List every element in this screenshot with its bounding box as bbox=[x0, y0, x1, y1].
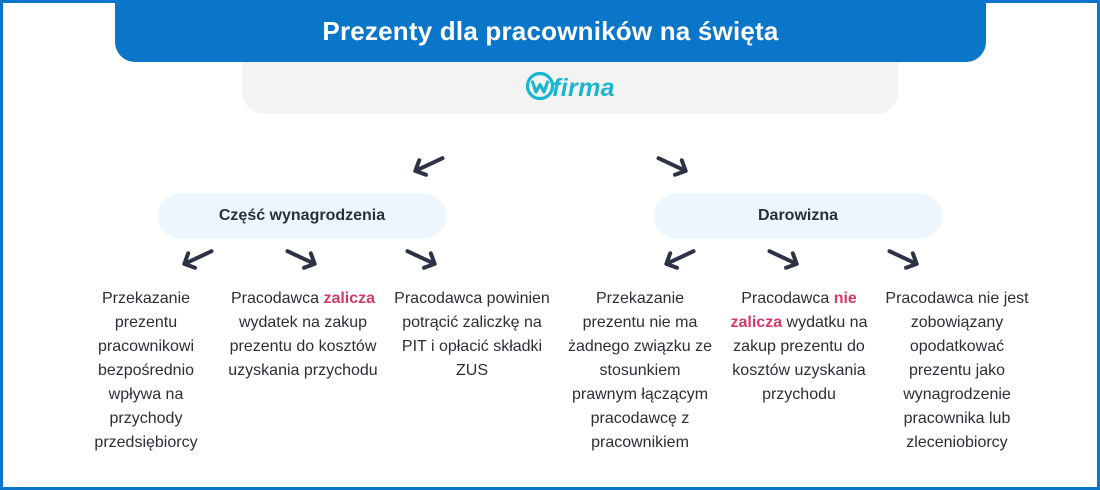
arrow-down-right-icon bbox=[400, 243, 444, 273]
wfirma-logo bbox=[525, 71, 615, 106]
arrow-down-right-icon bbox=[651, 150, 695, 180]
arrow-down-right-icon bbox=[762, 243, 806, 273]
wfirma-logo-icon bbox=[525, 71, 555, 106]
arrow-down-left-icon bbox=[175, 243, 219, 273]
leaf-text: Pracodawca zalicza wydatek na zakup prezentu do kosztów uzyskania przychodu bbox=[228, 290, 378, 379]
arrow-down-right-icon bbox=[280, 243, 324, 273]
branch-label: Część wynagrodzenia bbox=[218, 207, 386, 224]
leaf-text: Przekazanie prezentu pracownikowi bezpośrednio wpływa na przychody przedsiębiorcy bbox=[94, 290, 198, 451]
arrow-down-left-icon bbox=[657, 243, 701, 273]
highlight-nie-zalicza: nie zalicza bbox=[730, 290, 857, 331]
wfirma-logo-text: firma bbox=[552, 73, 615, 102]
leaf-text: Przekazanie prezentu nie ma żadnego związku ze stosunkiem prawnym łączącym pracodawcę z pracownikiem bbox=[567, 290, 713, 451]
title-bar bbox=[115, 0, 986, 62]
page-title: Prezenty dla pracowników na święta bbox=[322, 15, 779, 46]
branch-pill-darowizna bbox=[654, 193, 942, 239]
arrow-down-left-icon bbox=[406, 150, 450, 180]
leaf-text: Pracodawca powinien potrącić zaliczkę na PIT i opłacić składki ZUS bbox=[394, 290, 550, 379]
branch-label: Darowizna bbox=[757, 207, 838, 224]
leaf-text: Pracodawca nie jest zobowiązany opodatkować prezentu jako wynagrodzenie pracownika lub zleceniobiorcy bbox=[885, 290, 1029, 451]
leaf-text: Pracodawca nie zalicza wydatku na zakup prezentu do kosztów uzyskania przychodu bbox=[730, 290, 868, 403]
logo-bar bbox=[242, 62, 898, 114]
branch-pill-wynagrodzenie bbox=[158, 193, 446, 239]
arrow-down-right-icon bbox=[882, 243, 926, 273]
highlight-zalicza: zalicza bbox=[323, 290, 376, 307]
